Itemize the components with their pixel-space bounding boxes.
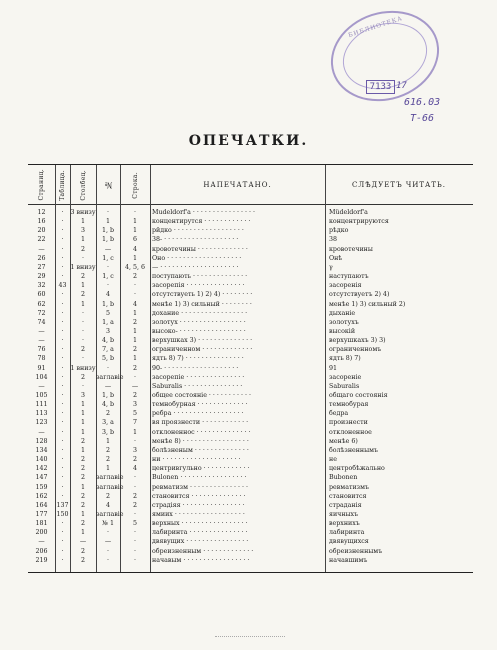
cell-line: 1 xyxy=(132,218,137,226)
cell-line: 5 xyxy=(132,410,137,418)
table-header-rule xyxy=(28,204,473,205)
cell-line: 4 xyxy=(132,300,137,308)
cell-table: · xyxy=(61,218,64,226)
cell-printed: лабиринта · · · · · · · · · · · · · · · xyxy=(152,529,248,537)
cell-no: · xyxy=(106,547,109,555)
cell-printed: ямиих · · · · · · · · · · · · · · · · · · xyxy=(152,510,245,518)
cell-page: 74 xyxy=(37,318,46,326)
cell-column: 1 xyxy=(80,236,85,244)
cell-column: · xyxy=(81,382,84,390)
cell-line: · xyxy=(133,547,136,555)
cell-no: 1 xyxy=(105,218,110,226)
cell-line: · xyxy=(133,282,136,290)
cell-table: · xyxy=(61,273,64,281)
cell-no: 4, b xyxy=(101,401,115,409)
cell-printed: верхушках 3) · · · · · · · · · · · · · · xyxy=(152,337,253,345)
cell-page: 105 xyxy=(35,392,48,399)
cell-column: 2 xyxy=(80,547,85,555)
header-printed xyxy=(150,166,325,204)
cell-printed: 90- · · · · · · · · · · · · · · · · · · · xyxy=(152,364,239,372)
cell-table: · xyxy=(61,327,64,335)
cell-read: концентрируются xyxy=(329,218,389,226)
cell-line: · xyxy=(133,291,136,299)
cell-page: — xyxy=(38,382,45,390)
cell-page: 162 xyxy=(35,492,48,500)
header-line-label: Строка. xyxy=(131,171,139,199)
shelfmark-line-3: Т-66 xyxy=(410,113,435,124)
cell-table: · xyxy=(61,529,64,537)
cell-page: 140 xyxy=(35,456,48,464)
cell-table: · xyxy=(61,254,64,262)
table-bottom-rule xyxy=(28,572,473,573)
shelfmark-box: 7133 xyxy=(366,80,395,94)
cell-table: · xyxy=(61,337,64,345)
cell-printed: менѣе 1) 3) сильный · · · · · · · · xyxy=(152,300,252,308)
cell-line: 7 xyxy=(132,419,137,427)
cell-page: 12 xyxy=(37,209,46,216)
cell-printed: дохание · · · · · · · · · · · · · · · · · xyxy=(152,309,248,317)
cell-column: 1 внизу xyxy=(70,263,96,271)
cell-page: 62 xyxy=(37,300,46,308)
cell-no: 2 xyxy=(105,492,110,500)
cell-page: — xyxy=(38,428,45,436)
cell-column: 1 xyxy=(80,419,85,427)
cell-page: — xyxy=(38,337,45,345)
cell-printed: ни · · · · · · · · · · · · · · · · · · · · xyxy=(152,456,241,464)
cell-no: 4, b xyxy=(101,337,115,345)
cell-page: 60 xyxy=(37,291,46,299)
cell-line: 2 xyxy=(132,318,137,326)
cell-line: 2 xyxy=(132,346,137,354)
cell-line: 1 xyxy=(132,428,137,436)
cell-printed: вя проязнести · · · · · · · · · · · · xyxy=(152,419,249,427)
cell-column: 2 xyxy=(80,245,85,253)
cell-read: Saburalis xyxy=(329,382,360,390)
cell-page: 32 xyxy=(37,282,46,290)
cell-table: · xyxy=(61,355,64,363)
cell-table: · xyxy=(61,465,64,473)
cell-column: 2 xyxy=(80,501,85,509)
cell-table: · xyxy=(61,291,64,299)
cell-no: 2 xyxy=(105,456,110,464)
cell-line: 2 xyxy=(132,273,137,281)
cell-read: произнести xyxy=(329,419,368,427)
cell-printed: центривгульно · · · · · · · · · · · · xyxy=(152,465,250,473)
header-number xyxy=(96,166,120,204)
header-printed-label: НАПЕЧАТАНО. xyxy=(203,181,272,189)
cell-page: 78 xyxy=(37,355,46,363)
cell-read: золотухъ xyxy=(329,318,359,326)
cell-table: 150 xyxy=(56,510,69,518)
cell-page: 147 xyxy=(35,474,48,482)
cell-read: лабиринта xyxy=(329,529,365,537)
cell-table: · xyxy=(61,209,64,216)
cell-line: 4 xyxy=(132,245,137,253)
cell-column: 2 xyxy=(80,437,85,445)
cell-no: 3, а xyxy=(102,419,114,427)
cell-page: 16 xyxy=(37,218,46,226)
cell-printed: темнобурная · · · · · · · · · · · · · xyxy=(152,401,248,409)
cell-column: 1 xyxy=(80,401,85,409)
cell-no: 1, с xyxy=(102,273,114,281)
cell-no: 1, b xyxy=(101,227,115,235)
cell-printed: ребра · · · · · · · · · · · · · · · · · · xyxy=(152,410,244,418)
cell-no: заглавіе xyxy=(96,483,124,491)
cell-line: 5 xyxy=(132,520,137,528)
cell-no: заглавіе xyxy=(96,510,124,518)
cell-line: 2 xyxy=(132,364,137,372)
cell-line: 1 xyxy=(132,327,137,335)
cell-no: 4 xyxy=(105,291,110,299)
cell-no: · xyxy=(106,263,109,271)
cell-read: 91 xyxy=(329,364,338,372)
cell-table: · xyxy=(61,346,64,354)
cell-printed: концентирутся · · · · · · · · · · · · xyxy=(152,218,251,226)
cell-line: 3 xyxy=(132,401,137,409)
cell-table: · xyxy=(61,382,64,390)
cell-line: · xyxy=(133,510,136,518)
cell-line: 3 xyxy=(132,446,137,454)
header-line xyxy=(120,166,150,204)
cell-line: 2 xyxy=(132,392,137,399)
cell-column: 3 xyxy=(80,392,85,399)
cell-page: 111 xyxy=(35,401,48,409)
cell-read: Bubonen xyxy=(329,474,358,482)
cell-printed: обреизненным · · · · · · · · · · · · · xyxy=(152,547,254,555)
cell-printed: ограниченном · · · · · · · · · · · · · xyxy=(152,346,253,354)
cell-page: 26 xyxy=(37,254,46,262)
cell-table: · xyxy=(61,520,64,528)
cell-printed: засорепія · · · · · · · · · · · · · · · xyxy=(152,282,245,290)
cell-page: 219 xyxy=(35,556,48,564)
cell-read: 38 xyxy=(329,236,338,244)
cell-read: отклоненное xyxy=(329,428,372,436)
cell-table: · xyxy=(61,236,64,244)
cell-page: 123 xyxy=(35,419,48,427)
cell-column: · xyxy=(81,327,84,335)
cell-table: · xyxy=(61,437,64,445)
cell-read: менѣе 1) 3) сильный 2) xyxy=(329,300,406,308)
cell-no: заглавіе xyxy=(96,373,124,381)
cell-no: 1, b xyxy=(101,392,115,399)
cell-line: 2 xyxy=(132,492,137,500)
cell-read: центробѣжально xyxy=(329,465,385,473)
cell-page: 206 xyxy=(35,547,48,555)
cell-read: не xyxy=(329,456,337,464)
cell-table: · xyxy=(61,227,64,235)
cell-table: · xyxy=(61,483,64,491)
cell-table: · xyxy=(61,245,64,253)
cell-column: 1 внизу xyxy=(70,364,96,372)
cell-read: бедра xyxy=(329,410,349,418)
shelfmark-line-1: 17 xyxy=(396,81,407,91)
cell-column: 1 xyxy=(80,300,85,308)
cell-read: становится xyxy=(329,492,367,500)
cell-line: 6 xyxy=(132,236,137,244)
cell-table: · xyxy=(61,318,64,326)
cell-page: 134 xyxy=(35,446,48,454)
cell-line: 4, 5, 6 xyxy=(124,263,146,271)
cell-printed: золотух · · · · · · · · · · · · · · · · · xyxy=(152,318,246,326)
cell-table: · xyxy=(61,492,64,500)
cell-read: γ xyxy=(329,263,333,271)
cell-no: 2 xyxy=(105,446,110,454)
cell-no: · xyxy=(106,556,109,564)
cell-column: 3 внизу xyxy=(70,209,96,216)
cell-printed: общее состояніе · · · · · · · · · · · xyxy=(152,392,251,399)
cell-no: 2 xyxy=(105,410,110,418)
cell-page: 20 xyxy=(37,227,46,235)
cell-page: — xyxy=(38,327,45,335)
cell-read: отсутствуетъ 2) 4) xyxy=(329,291,390,299)
cell-read: двявущихся xyxy=(329,538,369,546)
cell-page: 113 xyxy=(35,410,48,418)
cell-column: 2 xyxy=(80,556,85,564)
cell-table: · xyxy=(61,309,64,317)
cell-read: Müdeldorf'a xyxy=(329,209,368,216)
cell-read: засоренія xyxy=(329,282,362,290)
header-column xyxy=(70,166,96,204)
cell-printed: поступають · · · · · · · · · · · · · · xyxy=(152,273,248,281)
footer-rule xyxy=(215,636,285,637)
cell-no: — xyxy=(104,245,112,253)
cell-read: менѣе 6) xyxy=(329,437,358,445)
cell-read: Онѣ xyxy=(329,254,343,262)
cell-read: страданія xyxy=(329,501,362,509)
cell-printed: кровотечины · · · · · · · · · · · · · xyxy=(152,245,248,253)
cell-column: 1 xyxy=(80,510,85,518)
cell-no: — xyxy=(104,538,112,546)
cell-printed: 38- · · · · · · · · · · · · · · · · · · · xyxy=(152,236,239,244)
cell-no: 1, b xyxy=(101,236,115,244)
cell-no: 1 xyxy=(105,437,110,445)
cell-column: 2 xyxy=(80,465,85,473)
cell-page: 29 xyxy=(37,273,46,281)
cell-column: 1 xyxy=(80,483,85,491)
cell-column: 1 xyxy=(80,218,85,226)
cell-read: дыханіе xyxy=(329,309,356,317)
cell-printed: отклоненнос · · · · · · · · · · · · · · xyxy=(152,428,251,436)
cell-line: 1 xyxy=(132,254,137,262)
header-table xyxy=(55,166,70,204)
cell-no: 4 xyxy=(105,501,110,509)
cell-no: 1, b xyxy=(101,300,115,308)
cell-printed: двявущих · · · · · · · · · · · · · · · · xyxy=(152,538,249,546)
cell-line: 1 xyxy=(132,337,137,345)
cell-column: 1 xyxy=(80,282,85,290)
shelfmark-line-2: 616.03 xyxy=(404,97,441,108)
cell-no: · xyxy=(106,529,109,537)
cell-table: · xyxy=(61,538,64,546)
cell-printed: Bulonen · · · · · · · · · · · · · · · · · xyxy=(152,474,247,482)
cell-line: · xyxy=(133,373,136,381)
cell-page: 128 xyxy=(35,437,48,445)
cell-no: 1, с xyxy=(102,254,114,262)
cell-read: ограниченномъ xyxy=(329,346,382,354)
cell-table: · xyxy=(61,419,64,427)
cell-page: 27 xyxy=(37,263,46,271)
cell-table: · xyxy=(61,556,64,564)
cell-column: 2 xyxy=(80,520,85,528)
cell-table: · xyxy=(61,373,64,381)
cell-read: наступаютъ xyxy=(329,273,369,281)
header-number-label: № xyxy=(103,180,113,190)
page-title: ОПЕЧАТКИ. xyxy=(188,133,309,149)
cell-no: 5 xyxy=(105,309,110,317)
cell-no: 3, b xyxy=(101,428,115,436)
cell-column: · xyxy=(81,254,84,262)
cell-column: 2 xyxy=(80,474,85,482)
cell-read: верхнихъ xyxy=(329,520,360,528)
cell-column: 2 xyxy=(80,291,85,299)
cell-table: · xyxy=(61,263,64,271)
cell-line: 2 xyxy=(132,501,137,509)
cell-line: 1 xyxy=(132,355,137,363)
cell-read: темнобурая xyxy=(329,401,369,409)
cell-printed: верхных · · · · · · · · · · · · · · · · · xyxy=(152,520,248,528)
cell-table: · xyxy=(61,300,64,308)
cell-column: — xyxy=(79,538,87,546)
cell-column: · xyxy=(81,309,84,317)
cell-no: — xyxy=(104,382,112,390)
cell-page: 181 xyxy=(35,520,48,528)
cell-line: · xyxy=(133,529,136,537)
header-read xyxy=(325,166,473,204)
cell-printed: болѣзненым · · · · · · · · · · · · · · xyxy=(152,446,249,454)
cell-printed: менѣе 8) · · · · · · · · · · · · · · · · · xyxy=(152,437,249,445)
cell-read: начавшимъ xyxy=(329,556,368,564)
cell-printed: ядть 8) 7) · · · · · · · · · · · · · · · xyxy=(152,355,244,363)
cell-printed: — · · · · · · · · · · · · · · · · · · · · xyxy=(152,263,239,271)
cell-column: · xyxy=(81,337,84,345)
cell-read: верхушкахъ 3) 3) xyxy=(329,337,386,345)
cell-page: 164 xyxy=(35,501,48,509)
table-top-rule xyxy=(28,164,473,165)
cell-line: 1 xyxy=(132,309,137,317)
header-read-label: СЛѢДУЕТЪ ЧИТАТЬ. xyxy=(352,181,446,189)
cell-table: · xyxy=(61,474,64,482)
table-row xyxy=(28,556,473,566)
cell-column: 2 xyxy=(80,456,85,464)
cell-printed: страдіяя · · · · · · · · · · · · · · · · xyxy=(152,501,245,509)
cell-page: 91 xyxy=(37,364,46,372)
cell-table: · xyxy=(61,410,64,418)
cell-page: 159 xyxy=(35,483,48,491)
cell-page: 72 xyxy=(37,309,46,317)
cell-table: · xyxy=(61,428,64,436)
cell-read: кровотечины xyxy=(329,245,373,253)
cell-no: заглавіе xyxy=(96,474,124,482)
cell-no: 3 xyxy=(105,327,110,335)
cell-no: 1, а xyxy=(102,318,114,326)
library-stamp-text: БИБЛИОТЕКА xyxy=(347,14,404,40)
cell-table: 43 xyxy=(58,282,67,290)
cell-column: 2 xyxy=(80,346,85,354)
cell-table: · xyxy=(61,392,64,399)
cell-column: 2 xyxy=(80,273,85,281)
cell-line: · xyxy=(133,209,136,216)
cell-read: высокій xyxy=(329,327,356,335)
cell-line: · xyxy=(133,538,136,546)
cell-printed: ревматизм · · · · · · · · · · · · · · · xyxy=(152,483,249,491)
cell-read: яичныхъ xyxy=(329,510,359,518)
cell-printed: Оно · · · · · · · · · · · · · · · · · · · xyxy=(152,254,242,262)
cell-no: 1 xyxy=(105,465,110,473)
cell-read: ревматизмъ xyxy=(329,483,369,491)
cell-read: рѣдко xyxy=(329,227,349,235)
cell-no: 5, b xyxy=(101,355,115,363)
cell-line: · xyxy=(133,437,136,445)
cell-table: · xyxy=(61,364,64,372)
cell-no: · xyxy=(106,364,109,372)
cell-read: общаго состоянія xyxy=(329,392,388,399)
cell-no: № 1 xyxy=(102,520,114,528)
cell-column: 1 xyxy=(80,446,85,454)
cell-page: 104 xyxy=(35,373,48,381)
cell-printed: засорепіе · · · · · · · · · · · · · · · xyxy=(152,373,245,381)
cell-line: 1 xyxy=(132,227,137,235)
header-table-label: Таблица. xyxy=(59,169,66,201)
cell-table: · xyxy=(61,547,64,555)
cell-printed: высоко- · · · · · · · · · · · · · · · · · xyxy=(152,327,246,335)
cell-table: · xyxy=(61,456,64,464)
header-page xyxy=(28,166,55,204)
cell-column: 3 xyxy=(80,227,85,235)
cell-column: 2 xyxy=(80,373,85,381)
cell-column: 2 xyxy=(80,492,85,500)
cell-no: 7, а xyxy=(102,346,114,354)
cell-line: — xyxy=(131,382,139,390)
cell-printed: отсутствуеть 1) 2) 4) · · · · · · · · xyxy=(152,291,253,299)
cell-page: — xyxy=(38,245,45,253)
cell-table: · xyxy=(61,446,64,454)
cell-line: · xyxy=(133,483,136,491)
cell-page: 177 xyxy=(35,510,48,518)
cell-no: · xyxy=(106,209,109,216)
cell-column: 1 xyxy=(80,410,85,418)
cell-printed: начавым · · · · · · · · · · · · · · · · · xyxy=(152,556,250,564)
cell-line: 4 xyxy=(132,465,137,473)
cell-column: · xyxy=(81,318,84,326)
cell-column: · xyxy=(81,355,84,363)
cell-read: обреизненнымъ xyxy=(329,547,383,555)
cell-no: · xyxy=(106,282,109,290)
cell-printed: становится · · · · · · · · · · · · · · xyxy=(152,492,246,500)
cell-page: 76 xyxy=(37,346,46,354)
header-column-label: Столбец. xyxy=(79,169,87,201)
header-page-label: Страниц. xyxy=(38,169,45,201)
cell-column: 1 xyxy=(80,529,85,537)
cell-read: болѣзненнымъ xyxy=(329,446,379,454)
cell-table: 137 xyxy=(56,501,69,509)
cell-page: 22 xyxy=(37,236,46,244)
cell-table: · xyxy=(61,401,64,409)
cell-read: засореніе xyxy=(329,373,362,381)
cell-column: 1 xyxy=(80,428,85,436)
cell-line: · xyxy=(133,556,136,564)
cell-page: 200 xyxy=(35,529,48,537)
cell-page: — xyxy=(38,538,45,546)
cell-line: 2 xyxy=(132,456,137,464)
cell-page: 142 xyxy=(35,465,48,473)
cell-printed: рйдко · · · · · · · · · · · · · · · · · · xyxy=(152,227,244,235)
cell-printed: Saburalis · · · · · · · · · · · · · · · xyxy=(152,382,243,390)
cell-read: ядть 8) 7) xyxy=(329,355,361,363)
cell-printed: Mudeldorf'a · · · · · · · · · · · · · · · · xyxy=(152,209,255,216)
cell-line: · xyxy=(133,474,136,482)
